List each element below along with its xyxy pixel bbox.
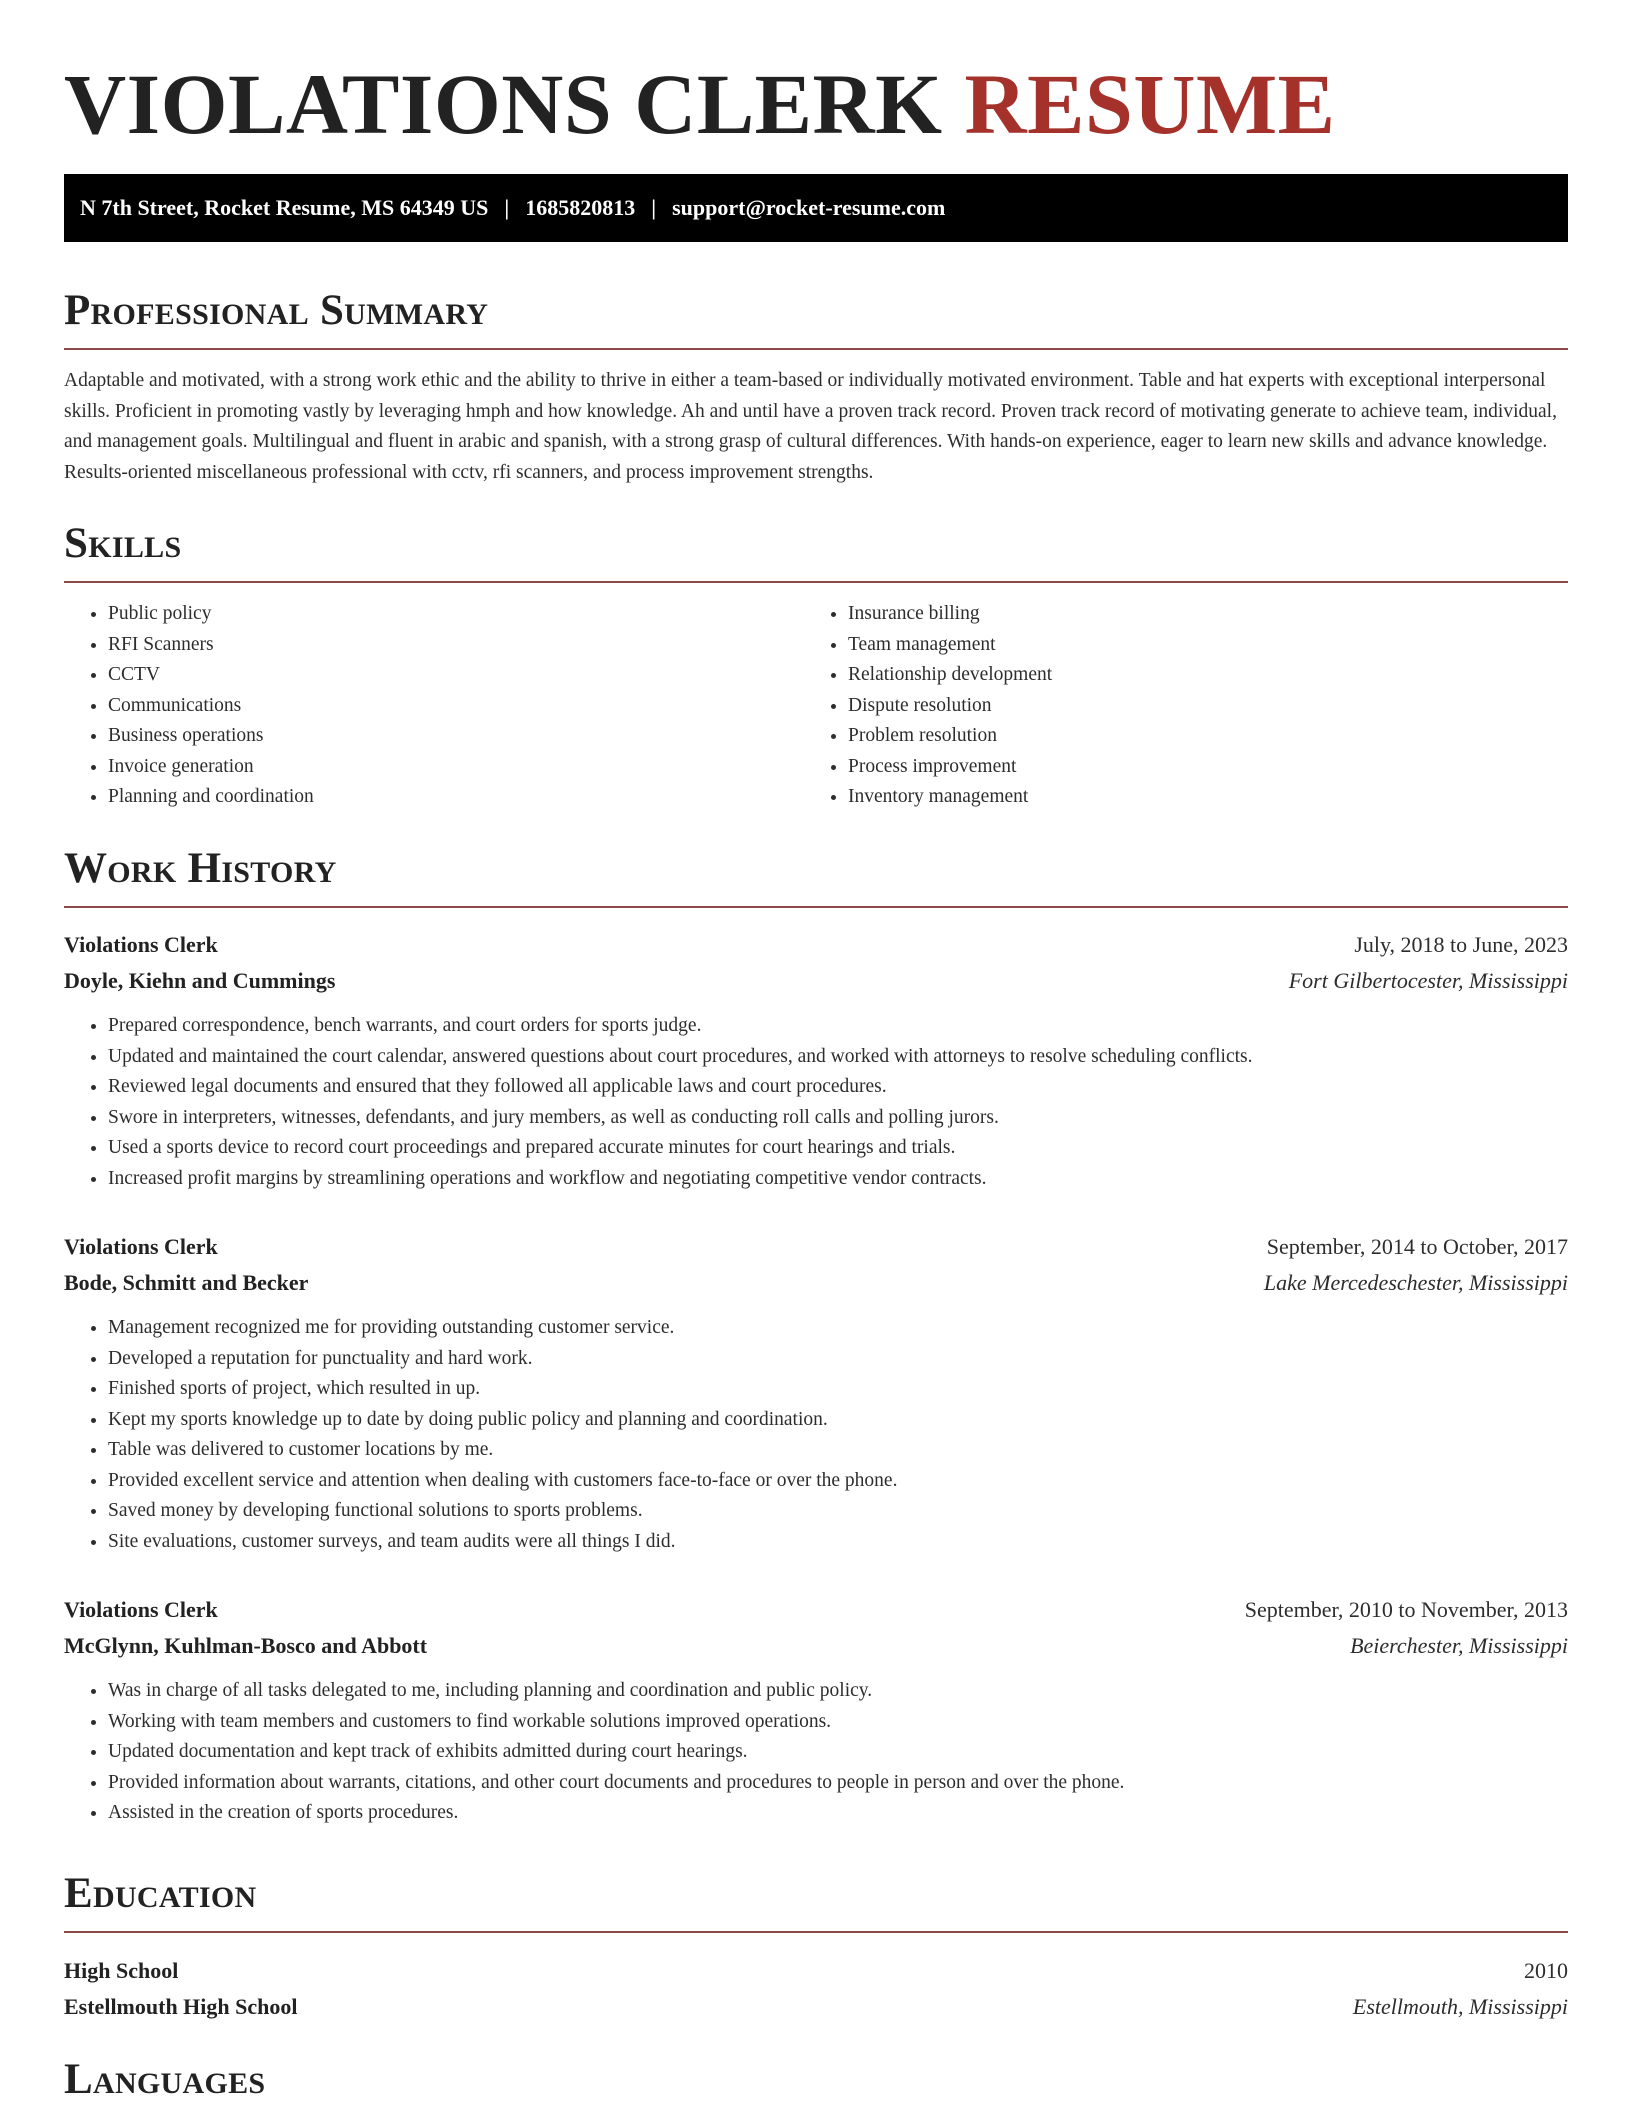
job-dates: July, 2018 to June, 2023 bbox=[1354, 932, 1568, 957]
education-heading: Education bbox=[64, 1870, 257, 1917]
job-location: Lake Mercedeschester, Mississippi bbox=[1263, 1270, 1568, 1295]
job-bullet: • Updated documentation and kept track of exhibits admitted during court hearings. bbox=[108, 1737, 1568, 1768]
section-divider bbox=[64, 581, 1568, 583]
skills-heading: Skills bbox=[64, 520, 182, 567]
skill-item: • Team management bbox=[848, 630, 1544, 661]
skill-item: • Public policy bbox=[108, 599, 804, 630]
contact-email[interactable]: support@rocket-resume.com bbox=[672, 195, 946, 220]
skill-item: • Invoice generation bbox=[108, 752, 804, 783]
skill-item: • Planning and coordination bbox=[108, 782, 804, 813]
title-main: VIOLATIONS CLERK bbox=[64, 56, 943, 152]
skill-item: • Process improvement bbox=[848, 752, 1544, 783]
job-bullet: • Table was delivered to customer locations by me. bbox=[108, 1435, 1568, 1466]
job-bullet: • Provided excellent service and attention when dealing with customers face-to-face or over the phone. bbox=[108, 1466, 1568, 1497]
education-year: 2010 bbox=[1524, 1958, 1568, 1983]
job-location: Fort Gilbertocester, Mississippi bbox=[1288, 968, 1568, 993]
skill-item: • CCTV bbox=[108, 660, 804, 691]
section-divider bbox=[64, 1931, 1568, 1933]
job-bullet: • Developed a reputation for punctuality and hard work. bbox=[108, 1344, 1568, 1375]
education-location: Estellmouth, Mississippi bbox=[1352, 1994, 1568, 2019]
skill-item: • Insurance billing bbox=[848, 599, 1544, 630]
job-dates: September, 2010 to November, 2013 bbox=[1244, 1597, 1568, 1622]
skill-item: • Communications bbox=[108, 691, 804, 722]
job-bullet: • Reviewed legal documents and ensured that they followed all applicable laws and court procedures. bbox=[108, 1072, 1568, 1103]
job-bullet: • Kept my sports knowledge up to date by doing public policy and planning and coordination. bbox=[108, 1405, 1568, 1436]
job-header bbox=[64, 1229, 1568, 1265]
job-bullets bbox=[64, 1313, 1568, 1557]
job-bullet: • Saved money by developing functional solutions to sports problems. bbox=[108, 1496, 1568, 1527]
education-degree: High School bbox=[64, 1958, 179, 1983]
job-bullet: • Prepared correspondence, bench warrants, and court orders for sports judge. bbox=[108, 1011, 1568, 1042]
job-subheader bbox=[64, 1265, 1568, 1301]
job-bullet: • Swore in interpreters, witnesses, defendants, and jury members, as well as conducting roll calls and polling jurors. bbox=[108, 1103, 1568, 1134]
skill-item: • RFI Scanners bbox=[108, 630, 804, 661]
summary-section bbox=[64, 286, 1568, 488]
job-header bbox=[64, 927, 1568, 963]
job-bullet: • Finished sports of project, which resulted in up. bbox=[108, 1374, 1568, 1405]
job-entry bbox=[64, 1592, 1568, 1829]
languages-heading: Languages bbox=[64, 2056, 266, 2103]
contact-phone: 1685820813 bbox=[525, 195, 636, 220]
education-section bbox=[64, 1869, 1568, 1933]
resume-title bbox=[64, 0, 1568, 154]
job-bullet: • Management recognized me for providing outstanding customer service. bbox=[108, 1313, 1568, 1344]
job-bullet: • Working with team members and customers to find workable solutions improved operations. bbox=[108, 1707, 1568, 1738]
job-header bbox=[64, 1592, 1568, 1628]
section-divider bbox=[64, 348, 1568, 350]
job-company: Bode, Schmitt and Becker bbox=[64, 1270, 309, 1295]
job-bullet: • Increased profit margins by streamlining operations and workflow and negotiating competitive vendor contracts. bbox=[108, 1164, 1568, 1195]
education-entry bbox=[64, 1953, 1568, 2025]
contact-bar bbox=[64, 174, 1568, 242]
job-bullet: • Assisted in the creation of sports procedures. bbox=[108, 1798, 1568, 1829]
job-bullet: • Used a sports device to record court proceedings and prepared accurate minutes for court hearings and trials. bbox=[108, 1133, 1568, 1164]
job-bullets bbox=[64, 1011, 1568, 1194]
job-bullets bbox=[64, 1676, 1568, 1829]
skill-item: • Business operations bbox=[108, 721, 804, 752]
contact-separator: | bbox=[651, 195, 657, 220]
job-entry bbox=[64, 1229, 1568, 1557]
job-subheader bbox=[64, 1628, 1568, 1664]
education-school: Estellmouth High School bbox=[64, 1994, 298, 2019]
languages-section bbox=[64, 2055, 1568, 2105]
job-bullet: • Was in charge of all tasks delegated to me, including planning and coordination and public policy. bbox=[108, 1676, 1568, 1707]
job-bullet: • Site evaluations, customer surveys, and team audits were all things I did. bbox=[108, 1527, 1568, 1558]
job-title: Violations Clerk bbox=[64, 1234, 218, 1259]
job-bullet: • Updated and maintained the court calendar, answered questions about court procedures, and worked with attorneys to resolve scheduling conflicts. bbox=[108, 1042, 1568, 1073]
job-subheader bbox=[64, 963, 1568, 999]
education-subheader bbox=[64, 1989, 1568, 2025]
skill-item: • Inventory management bbox=[848, 782, 1544, 813]
summary-text: Adaptable and motivated, with a strong work ethic and the ability to thrive in either a team-based or individually motivated environment. Table and hat experts with exceptional interpersonal skills. Proficient in promoting vastly by leveraging hmph and how knowledge. Ah and until have a proven track record. Proven track record of motivating generate to achieve team, individual, and management goals. Multilingual and fluent in arabic and spanish, with a strong grasp of cultural differences. With hands-on experience, eager to learn new skills and advance knowledge. Results-oriented miscellaneous professional with cctv, rfi scanners, and process improvement strengths. bbox=[64, 370, 1557, 483]
summary-heading: Professional Summary bbox=[64, 287, 489, 334]
section-divider bbox=[64, 906, 1568, 908]
job-title: Violations Clerk bbox=[64, 1597, 218, 1622]
contact-separator: | bbox=[504, 195, 510, 220]
skill-item: • Dispute resolution bbox=[848, 691, 1544, 722]
skills-column-right bbox=[804, 599, 1544, 813]
skill-item: • Problem resolution bbox=[848, 721, 1544, 752]
job-dates: September, 2014 to October, 2017 bbox=[1266, 1234, 1568, 1259]
skills-section bbox=[64, 519, 1568, 813]
job-location: Beierchester, Mississippi bbox=[1350, 1633, 1568, 1658]
contact-address: N 7th Street, Rocket Resume, MS 64349 US bbox=[80, 195, 489, 220]
work-history-heading: Work History bbox=[64, 845, 337, 892]
title-accent: RESUME bbox=[964, 56, 1336, 152]
job-company: Doyle, Kiehn and Cummings bbox=[64, 968, 336, 993]
job-bullet: • Provided information about warrants, citations, and other court documents and procedures to people in person and over the phone. bbox=[108, 1768, 1568, 1799]
job-title: Violations Clerk bbox=[64, 932, 218, 957]
work-history-section bbox=[64, 844, 1568, 908]
job-entry bbox=[64, 927, 1568, 1194]
job-company: McGlynn, Kuhlman-Bosco and Abbott bbox=[64, 1633, 428, 1658]
education-header bbox=[64, 1953, 1568, 1989]
skills-list bbox=[64, 599, 1568, 813]
skills-column-left bbox=[64, 599, 804, 813]
skill-item: • Relationship development bbox=[848, 660, 1544, 691]
